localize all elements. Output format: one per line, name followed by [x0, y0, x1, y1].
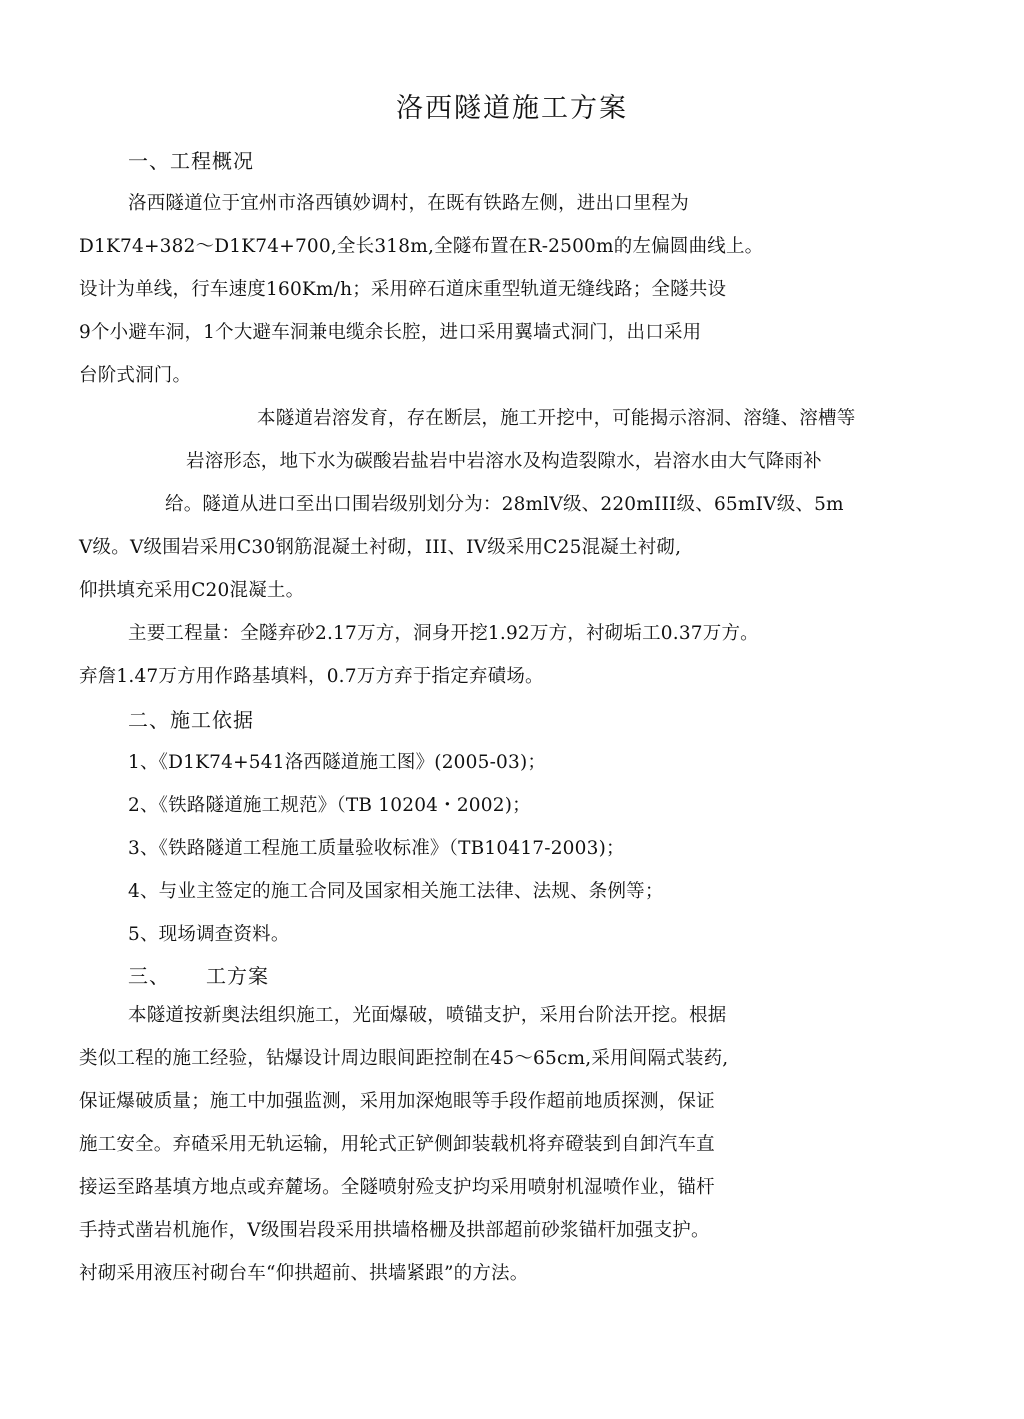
paragraph-line: 岩溶形态，地下水为碳酸岩盐岩中岩溶水及构造裂隙水，岩溶水由大气降雨补: [186, 451, 822, 472]
section-heading-overview: 一、工程概况: [128, 149, 254, 173]
list-item: 3、《铁路隧道工程施工质量验收标准》（TB10417-2003)；: [128, 838, 625, 859]
paragraph-line: 给。隧道从进口至出口围岩级别划分为：28mlⅤ级、220mIII级、65mIV级、5m: [165, 494, 844, 515]
section-heading-number: 三、: [128, 964, 170, 988]
section-heading-text: 工方案: [206, 964, 269, 988]
paragraph-line: 洛西隧道位于宜州市洛西镇妙调村，在既有铁路左侧，进出口里程为: [128, 193, 690, 214]
list-item: 1、《D1K74+541洛西隧道施工图》(2005-03)；: [128, 752, 547, 773]
list-item: 2、《铁路隧道施工规范》（TB 10204・2002)；: [128, 795, 531, 816]
paragraph-line: 本隧道按新奥法组织施工，光面爆破，喷锚支护，采用台阶法开挖。根据: [128, 1005, 727, 1026]
list-item: 4、与业主签定的施工合同及国家相关施工法律、法规、条例等；: [128, 881, 664, 902]
paragraph-line: 主要工程量：全隧弃砂2.17万方，洞身开挖1.92万方，衬砌垢工0.37万方。: [128, 623, 759, 644]
paragraph-line: 台阶式洞门。: [79, 365, 192, 386]
document-title: 洛西隧道施工方案: [396, 93, 628, 124]
section-heading-basis: 二、施工依据: [128, 708, 254, 732]
paragraph-line: 手持式凿岩机施作，V级围岩段采用拱墙格栅及拱部超前砂浆锚杆加强支护。: [79, 1220, 710, 1241]
paragraph-line: 设计为单线，行车速度160Km/h；采用碎石道床重型轨道无缝线路；全隧共设: [79, 279, 727, 300]
paragraph-line: V级。V级围岩采用C30钢筋混凝土衬砌，III、IV级采用C25混凝土衬砌,: [79, 537, 682, 558]
paragraph-line: 9个小避车洞，1个大避车洞兼电缆余长腔，进口采用翼墙式洞门，出口采用: [79, 322, 702, 343]
paragraph-line: 衬砌采用液压衬砌台车“仰拱超前、拱墙紧跟”的方法。: [79, 1263, 529, 1284]
paragraph-line: 保证爆破质量；施工中加强监测，采用加深炮眼等手段作超前地质探测，保证: [79, 1091, 715, 1112]
list-item: 5、现场调查资料。: [128, 924, 290, 945]
paragraph-line: 仰拱填充采用C20混凝土。: [79, 580, 305, 601]
paragraph-line: 接运至路基填方地点或弃麓场。全隧喷射殓支护均采用喷射机湿喷作业，锚杆: [79, 1177, 715, 1198]
paragraph-line: 弃詹1.47万方用作路基填料，0.7万方弃于指定弃磧场。: [79, 666, 544, 687]
paragraph-line: D1K74+382～D1K74+700,全长318m,全隧布置在R-2500m的左偏圆曲线上。: [79, 236, 764, 257]
paragraph-line: 施工安全。弃碴采用无轨运输，用轮式正铲侧卸装载机将弃磴装到自卸汽车直: [79, 1134, 715, 1155]
paragraph-line: 本隧道岩溶发育，存在断层，施工开挖中，可能揭示溶洞、溶缝、溶槽等: [257, 408, 856, 429]
section-heading-plan: [128, 960, 269, 989]
paragraph-line: 类似工程的施工经验，钻爆设计周边眼间距控制在45～65cm,采用间隔式装药,: [79, 1048, 729, 1069]
